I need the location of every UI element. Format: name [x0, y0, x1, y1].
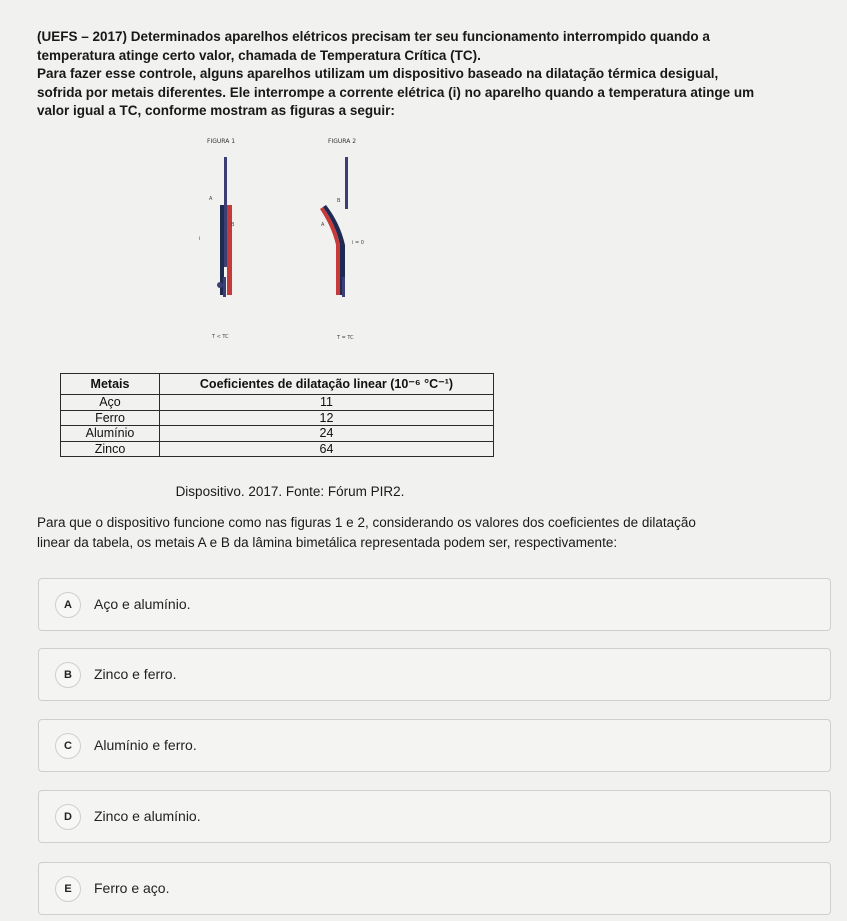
option-letter-badge: A: [55, 592, 81, 618]
question-line: Para fazer esse controle, alguns aparelhos utilizam um dispositivo baseado na dilatação térmica desigual,: [37, 66, 719, 81]
figure-1-title: FIGURA 1: [207, 138, 236, 145]
question-line: sofrida por metais diferentes. Ele interrompe a corrente elétrica (i) no aparelho quando a temperatura atinge um: [37, 84, 755, 100]
table-row: [61, 410, 494, 426]
option-text: Zinco e ferro.: [94, 666, 177, 682]
question-line: temperatura atinge certo valor, chamada de Temperatura Crítica (TC).: [37, 47, 481, 63]
figure-1-label-i: i: [199, 236, 201, 242]
cell-coef: 12: [160, 410, 494, 426]
question-line: valor igual a TC, conforme mostram as figuras a seguir:: [37, 103, 395, 118]
question-statement: [37, 28, 827, 121]
figure-1-strip: [217, 157, 235, 297]
prompt-line: Para que o dispositivo funcione como nas figuras 1 e 2, considerando os valores dos coeficientes de dilatação: [37, 515, 696, 530]
figure-2-title: FIGURA 2: [328, 138, 357, 145]
option-letter-badge: B: [55, 662, 81, 688]
question-prompt: [37, 513, 827, 553]
answer-option-c[interactable]: [38, 719, 831, 772]
figure-1-label-b: B: [231, 222, 235, 228]
figure-2-label-i: i = 0: [352, 240, 364, 246]
bimetallic-strip-figures: [190, 145, 390, 305]
figure-1-temperature: T < TC: [212, 334, 229, 340]
cell-coef: 64: [160, 441, 494, 457]
figure-2-label-a: A: [321, 222, 325, 228]
option-text: Aço e alumínio.: [94, 596, 191, 612]
cell-coef: 11: [160, 395, 494, 411]
answer-option-d[interactable]: [38, 790, 831, 843]
figure-1-label-a: A: [209, 196, 213, 202]
figure-2-temperature: T = TC: [337, 335, 354, 341]
option-letter-badge: C: [55, 733, 81, 759]
table-row: [61, 426, 494, 442]
table-row: [61, 395, 494, 411]
answer-option-a[interactable]: [38, 578, 831, 631]
cell-metal: Aço: [61, 395, 160, 411]
cell-metal: Zinco: [61, 441, 160, 457]
table-header-row: [61, 374, 494, 395]
cell-coef: 24: [160, 426, 494, 442]
option-text: Zinco e alumínio.: [94, 808, 201, 824]
option-letter-badge: E: [55, 876, 81, 902]
question-line: (UEFS – 2017) Determinados aparelhos elétricos precisam ter seu funcionamento interrompido quando a: [37, 29, 710, 44]
prompt-line: linear da tabela, os metais A e B da lâmina bimetálica representada podem ser, respectivamente:: [37, 535, 618, 550]
table-row: [61, 441, 494, 457]
cell-metal: Alumínio: [61, 426, 160, 442]
dilatation-coefficients-table: [60, 373, 494, 457]
figure-caption: Dispositivo. 2017. Fonte: Fórum PIR2.: [175, 484, 405, 499]
header-coefficients: Coeficientes de dilatação linear (10⁻⁶ °C⁻¹): [160, 374, 494, 395]
answer-option-e[interactable]: [38, 862, 831, 915]
answer-option-b[interactable]: [38, 648, 831, 701]
option-text: Ferro e aço.: [94, 880, 170, 896]
figure-2-label-b: B: [337, 198, 341, 204]
option-letter-badge: D: [55, 804, 81, 830]
cell-metal: Ferro: [61, 410, 160, 426]
header-metals: Metais: [61, 374, 160, 395]
option-text: Alumínio e ferro.: [94, 737, 197, 753]
